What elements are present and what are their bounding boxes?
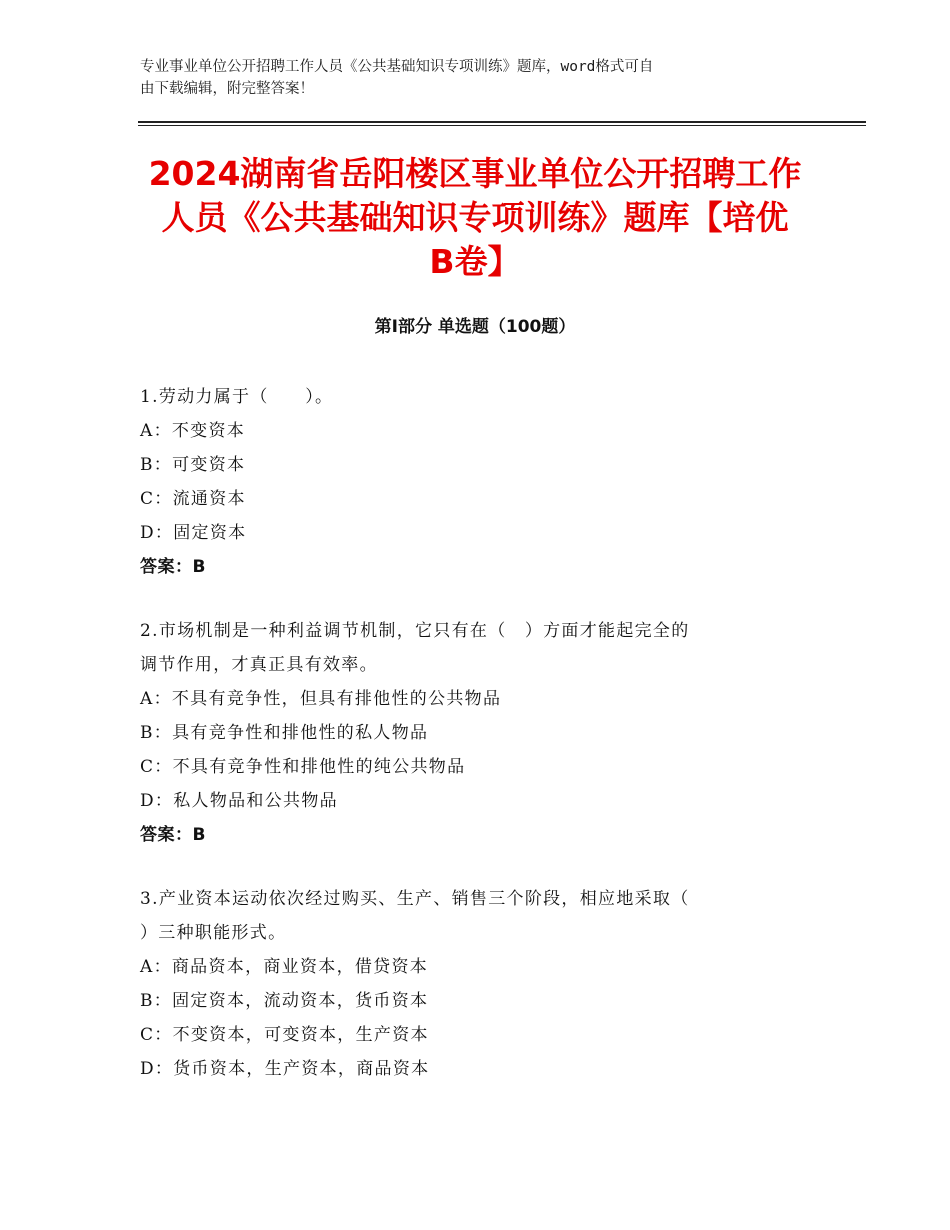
header-note [140, 56, 820, 100]
section-heading: 第Ⅰ部分 单选题（100题） [374, 317, 576, 337]
option-c: C：流通资本 [140, 489, 246, 509]
question-stem-line-1: 2.市场机制是一种利益调节机制，它只有在（ ）方面才能起完全的 [140, 621, 690, 641]
option-a: A：不变资本 [140, 421, 246, 441]
title-line-2: 人员《公共基础知识专项训练》题库【培优 [161, 198, 789, 237]
option-b: B：可变资本 [140, 455, 246, 475]
answer-label: 答案：B [140, 825, 206, 845]
option-c: C：不具有竞争性和排他性的纯公共物品 [140, 757, 466, 777]
option-a: A：不具有竞争性，但具有排他性的公共物品 [140, 689, 502, 709]
question-list [140, 380, 805, 1116]
option-c: C：不变资本，可变资本，生产资本 [140, 1025, 429, 1045]
question-3 [140, 882, 805, 1086]
question-1 [140, 380, 805, 584]
header-note-line-2: 由下载编辑，附完整答案！ [140, 81, 314, 97]
option-d: D：私人物品和公共物品 [140, 791, 338, 811]
title-line-3: B卷】 [429, 242, 521, 281]
answer-label: 答案：B [140, 557, 206, 577]
option-b: B：固定资本，流动资本，货币资本 [140, 991, 429, 1011]
header-rule-thin [138, 125, 866, 126]
header-rule-thick [138, 121, 866, 123]
header-note-line-1: 专业事业单位公开招聘工作人员《公共基础知识专项训练》题库，word格式可自 [140, 59, 654, 75]
question-stem: 1.劳动力属于（ ）。 [140, 387, 334, 407]
option-d: D：固定资本 [140, 523, 247, 543]
question-stem-line-1: 3.产业资本运动依次经过购买、生产、销售三个阶段，相应地采取（ [140, 889, 690, 909]
title-line-1: 2024湖南省岳阳楼区事业单位公开招聘工作 [148, 154, 802, 193]
option-d: D：货币资本，生产资本，商品资本 [140, 1059, 430, 1079]
option-a: A：商品资本，商业资本，借贷资本 [140, 957, 429, 977]
question-stem-line-2: 调节作用，才真正具有效率。 [140, 655, 378, 675]
document-title [140, 152, 810, 284]
question-stem-line-2: ）三种职能形式。 [140, 923, 287, 943]
option-b: B：具有竞争性和排他性的私人物品 [140, 723, 429, 743]
question-2 [140, 614, 805, 852]
